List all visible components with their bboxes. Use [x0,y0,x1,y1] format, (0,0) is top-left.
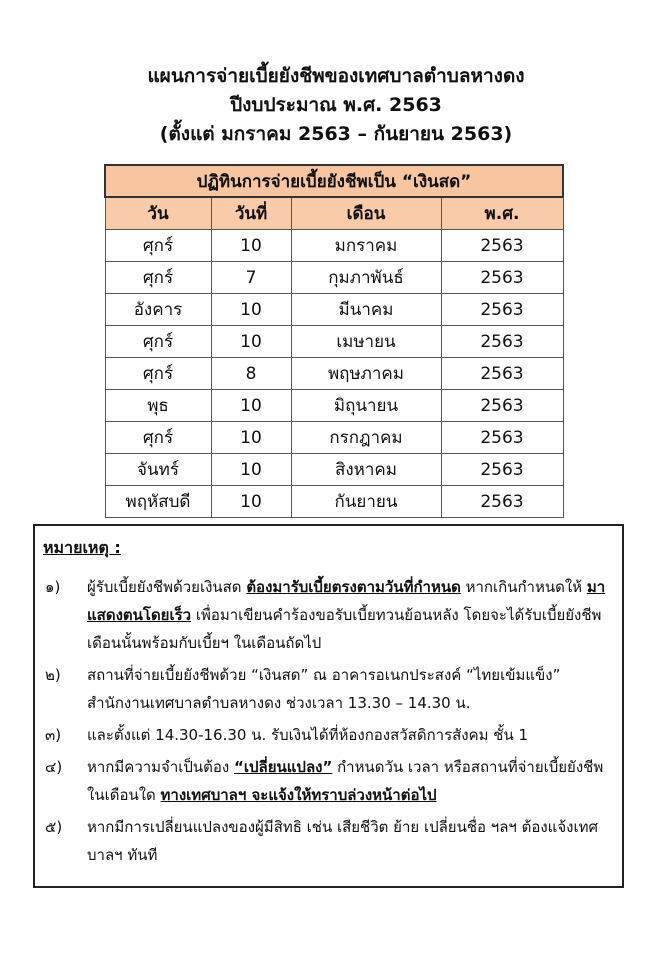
table-row [105,486,563,518]
day-cell: ศุกร์ [105,358,211,390]
year-cell: 2563 [441,294,563,326]
document-title: แผนการจ่ายเบี้ยยังชีพของเทศบาลตำบลหางดง [147,65,525,87]
note-item [43,721,608,749]
month-column-header: เดือน [291,197,441,230]
document-header [0,62,672,149]
day-cell: จันทร์ [105,454,211,486]
note-fragment: ผู้รับเบี้ยยังชีพด้วยเงินสด [87,578,247,596]
year-cell: 2563 [441,358,563,390]
table-header-row [105,197,563,230]
month-cell: กันยายน [291,486,441,518]
date-cell: 10 [211,326,291,358]
month-cell: มกราคม [291,230,441,262]
day-cell: ศุกร์ [105,422,211,454]
date-cell: 10 [211,422,291,454]
note-fragment: และตั้งแต่ 14.30-16.30 น. รับเงินได้ที่ห้องกองสวัสดิการสังคม ชั้น 1 [87,726,529,744]
date-cell: 10 [211,294,291,326]
day-cell: ศุกร์ [105,262,211,294]
note-number: ๒) [45,666,61,684]
note-fragment: เพื่อมาเขียนคำร้องขอรับเบี้ยทวนย้อนหลัง โดยจะได้รับเบี้ยยังชีพเดือนนั้นพร้อมกับเบี้ยฯ ในเดือนถัดไป [87,606,602,652]
year-cell: 2563 [441,326,563,358]
year-column-header: พ.ศ. [441,197,563,230]
date-cell: 7 [211,262,291,294]
table-row [105,294,563,326]
day-cell: พุธ [105,390,211,422]
note-text [87,573,608,657]
date-cell: 10 [211,230,291,262]
table-body [105,230,563,518]
table-row [105,390,563,422]
day-cell: อังคาร [105,294,211,326]
note-text [87,813,608,869]
day-column-header: วัน [105,197,211,230]
date-range: (ตั้งแต่ มกราคม 2563 – กันยายน 2563) [159,123,513,145]
note-text [87,661,608,717]
year-cell: 2563 [441,262,563,294]
day-cell: พฤหัสบดี [105,486,211,518]
month-cell: กุมภาพันธ์ [291,262,441,294]
note-emphasis: ต้องมารับเบี้ยตรงตามวันที่กำหนด [246,578,461,596]
note-fragment: หากเกินกำหนดให้ [460,578,587,596]
note-fragment: กำหนดวัน เวลา หรือสถานที่จ่ายเบี้ยยังชีพในเดือนใด [87,758,604,804]
note-item [43,753,608,809]
table-row [105,358,563,390]
note-fragment: สถานที่จ่ายเบี้ยยังชีพด้วย “เงินสด” ณ อาคารอเนกประสงค์ “ไทยเข้มแข็ง” สำนักงานเทศบาลตำบลหางดง ช่วงเวลา 13.30 – 14.30 น. [87,666,561,712]
month-cell: เมษายน [291,326,441,358]
note-number: ๑) [45,578,61,596]
note-item [43,813,608,869]
notes-title: หมายเหตุ : [43,538,121,557]
notes-list [43,573,608,869]
table-row [105,422,563,454]
notes-box [33,524,624,888]
date-cell: 8 [211,358,291,390]
note-emphasis: ทางเทศบาลฯ จะแจ้งให้ทราบล่วงหน้าต่อไป [160,786,437,804]
month-cell: พฤษภาคม [291,358,441,390]
table-row [105,454,563,486]
note-number: ๓) [45,726,62,744]
year-cell: 2563 [441,390,563,422]
date-column-header: วันที่ [211,197,291,230]
month-cell: มิถุนายน [291,390,441,422]
note-item [43,573,608,657]
year-cell: 2563 [441,486,563,518]
year-cell: 2563 [441,454,563,486]
table-row [105,326,563,358]
month-cell: กรกฎาคม [291,422,441,454]
year-cell: 2563 [441,422,563,454]
note-number: ๕) [45,818,63,836]
payment-schedule-table [104,164,564,518]
note-text [87,721,608,749]
date-cell: 10 [211,486,291,518]
table-caption-row [105,165,563,197]
date-cell: 10 [211,390,291,422]
month-cell: สิงหาคม [291,454,441,486]
note-number: ๔) [45,758,63,776]
note-item [43,661,608,717]
table-caption: ปฏิทินการจ่ายเบี้ยยังชีพเป็น “เงินสด” [105,165,563,197]
note-fragment: หากมีความจำเป็นต้อง [87,758,235,776]
note-emphasis: มาแสดงตนโดยเร็ว [87,578,606,624]
note-fragment: หากมีการเปลี่ยนแปลงของผู้มีสิทธิ เช่น เสียชีวิต ย้าย เปลี่ยนชื่อ ฯลฯ ต้องแจ้งเทศบาลฯ ทันที [87,818,598,864]
note-text [87,753,608,809]
date-cell: 10 [211,454,291,486]
month-cell: มีนาคม [291,294,441,326]
day-cell: ศุกร์ [105,230,211,262]
note-emphasis: “เปลี่ยนแปลง” [234,758,333,776]
day-cell: ศุกร์ [105,326,211,358]
table-row [105,230,563,262]
fiscal-year: ปีงบประมาณ พ.ศ. 2563 [230,94,442,116]
year-cell: 2563 [441,230,563,262]
table-row [105,262,563,294]
